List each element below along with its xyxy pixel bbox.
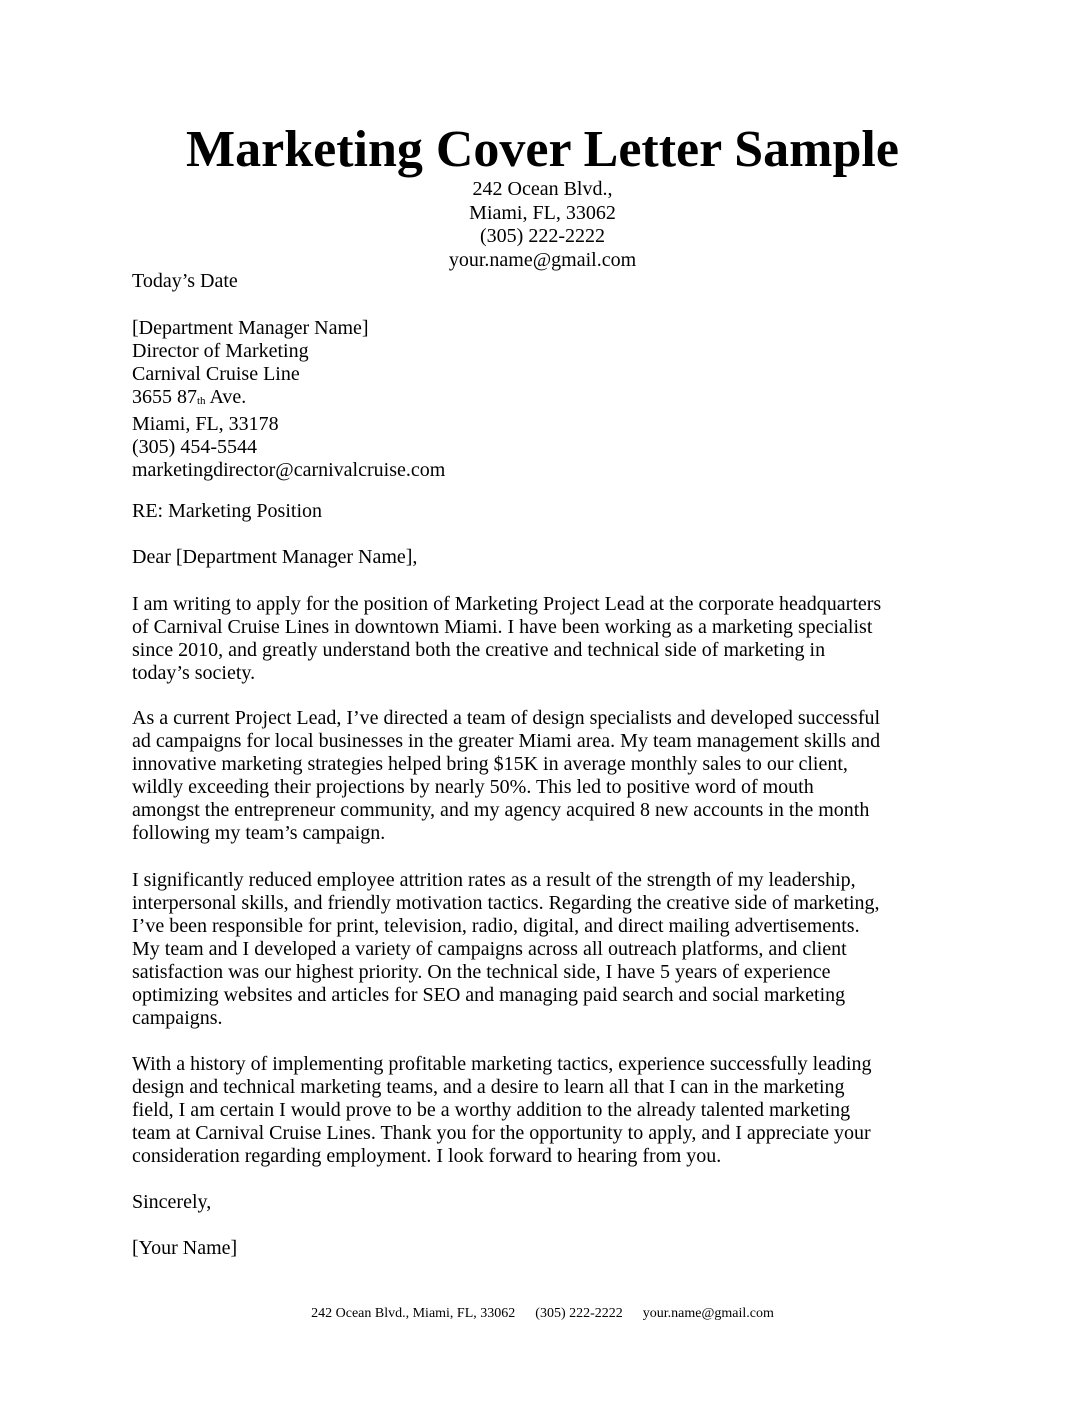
document-title: Marketing Cover Letter Sample — [186, 121, 899, 178]
paragraph-line: I’ve been responsible for print, television, radio, digital, and direct mailing advertisements. — [132, 915, 860, 937]
recipient-block — [132, 317, 972, 482]
recipient-street-number: 3655 87 — [132, 386, 197, 408]
footer-contact — [0, 1305, 1085, 1323]
paragraph-line: I significantly reduced employee attrition rates as a result of the strength of my leadership, — [132, 869, 856, 891]
paragraph-line: consideration regarding employment. I look forward to hearing from you. — [132, 1145, 722, 1167]
sender-street: 242 Ocean Blvd., — [472, 178, 613, 200]
paragraph-line: optimizing websites and articles for SEO and managing paid search and social marketing — [132, 984, 846, 1006]
recipient-city: Miami, FL, 33178 — [132, 413, 279, 435]
sender-email: your.name@gmail.com — [448, 248, 637, 271]
paragraph-line: As a current Project Lead, I’ve directed a team of design specialists and developed successful — [132, 707, 881, 729]
paragraph-line: ad campaigns for local businesses in the greater Miami area. My team management skills and — [132, 730, 881, 752]
paragraph-line: following my team’s campaign. — [132, 822, 386, 844]
recipient-company: Carnival Cruise Line — [132, 363, 300, 385]
salutation: Dear [Department Manager Name], — [132, 546, 418, 568]
recipient-email: marketingdirector@carnivalcruise.com — [132, 459, 446, 481]
sender-address-block — [0, 178, 1085, 272]
signature-name: [Your Name] — [132, 1237, 238, 1259]
paragraph-line: of Carnival Cruise Lines in downtown Miami. I have been working as a marketing specialist — [132, 616, 873, 638]
paragraph-line: team at Carnival Cruise Lines. Thank you for the opportunity to apply, and I appreciate your — [132, 1122, 871, 1144]
paragraph-line: today’s society. — [132, 662, 256, 684]
recipient-phone: (305) 454-5544 — [132, 436, 257, 458]
recipient-street-suffix: th — [197, 395, 206, 407]
paragraph-line: since 2010, and greatly understand both the creative and technical side of marketing in — [132, 639, 826, 661]
paragraph-1 — [132, 593, 972, 685]
paragraph-2 — [132, 707, 972, 845]
recipient-street-rest: Ave. — [205, 386, 247, 408]
footer-email: your.name@gmail.com — [642, 1306, 774, 1321]
footer-phone: (305) 222-2222 — [535, 1306, 623, 1321]
paragraph-line: campaigns. — [132, 1007, 223, 1029]
subject-line: RE: Marketing Position — [132, 500, 322, 522]
paragraph-line: interpersonal skills, and friendly motivation tactics. Regarding the creative side of marketing, — [132, 892, 880, 914]
paragraph-4 — [132, 1053, 972, 1168]
sender-city: Miami, FL, 33062 — [469, 201, 616, 224]
paragraph-line: innovative marketing strategies helped bring $15K in average monthly sales to our client, — [132, 753, 848, 775]
footer-address: 242 Ocean Blvd., Miami, FL, 33062 — [311, 1306, 516, 1321]
paragraph-line: With a history of implementing profitable marketing tactics, experience successfully leading — [132, 1053, 872, 1075]
paragraph-line: design and technical marketing teams, and a desire to learn all that I can in the marketing — [132, 1076, 845, 1098]
paragraph-line: wildly exceeding their projections by nearly 50%. This led to positive word of mouth — [132, 776, 814, 798]
paragraph-line: My team and I developed a variety of campaigns across all outreach platforms, and client — [132, 938, 847, 960]
letter-date: Today’s Date — [132, 270, 238, 292]
recipient-street — [132, 386, 972, 413]
paragraph-line: I am writing to apply for the position of Marketing Project Lead at the corporate headquarters — [132, 593, 882, 615]
paragraph-line: field, I am certain I would prove to be a worthy addition to the already talented marketing — [132, 1099, 851, 1121]
paragraph-3 — [132, 869, 972, 1030]
closing: Sincerely, — [132, 1191, 212, 1213]
paragraph-line: satisfaction was our highest priority. On the technical side, I have 5 years of experience — [132, 961, 831, 983]
sender-phone: (305) 222-2222 — [480, 225, 605, 247]
recipient-name: [Department Manager Name] — [132, 317, 369, 339]
paragraph-line: amongst the entrepreneur community, and my agency acquired 8 new accounts in the month — [132, 799, 870, 821]
recipient-title: Director of Marketing — [132, 340, 309, 362]
